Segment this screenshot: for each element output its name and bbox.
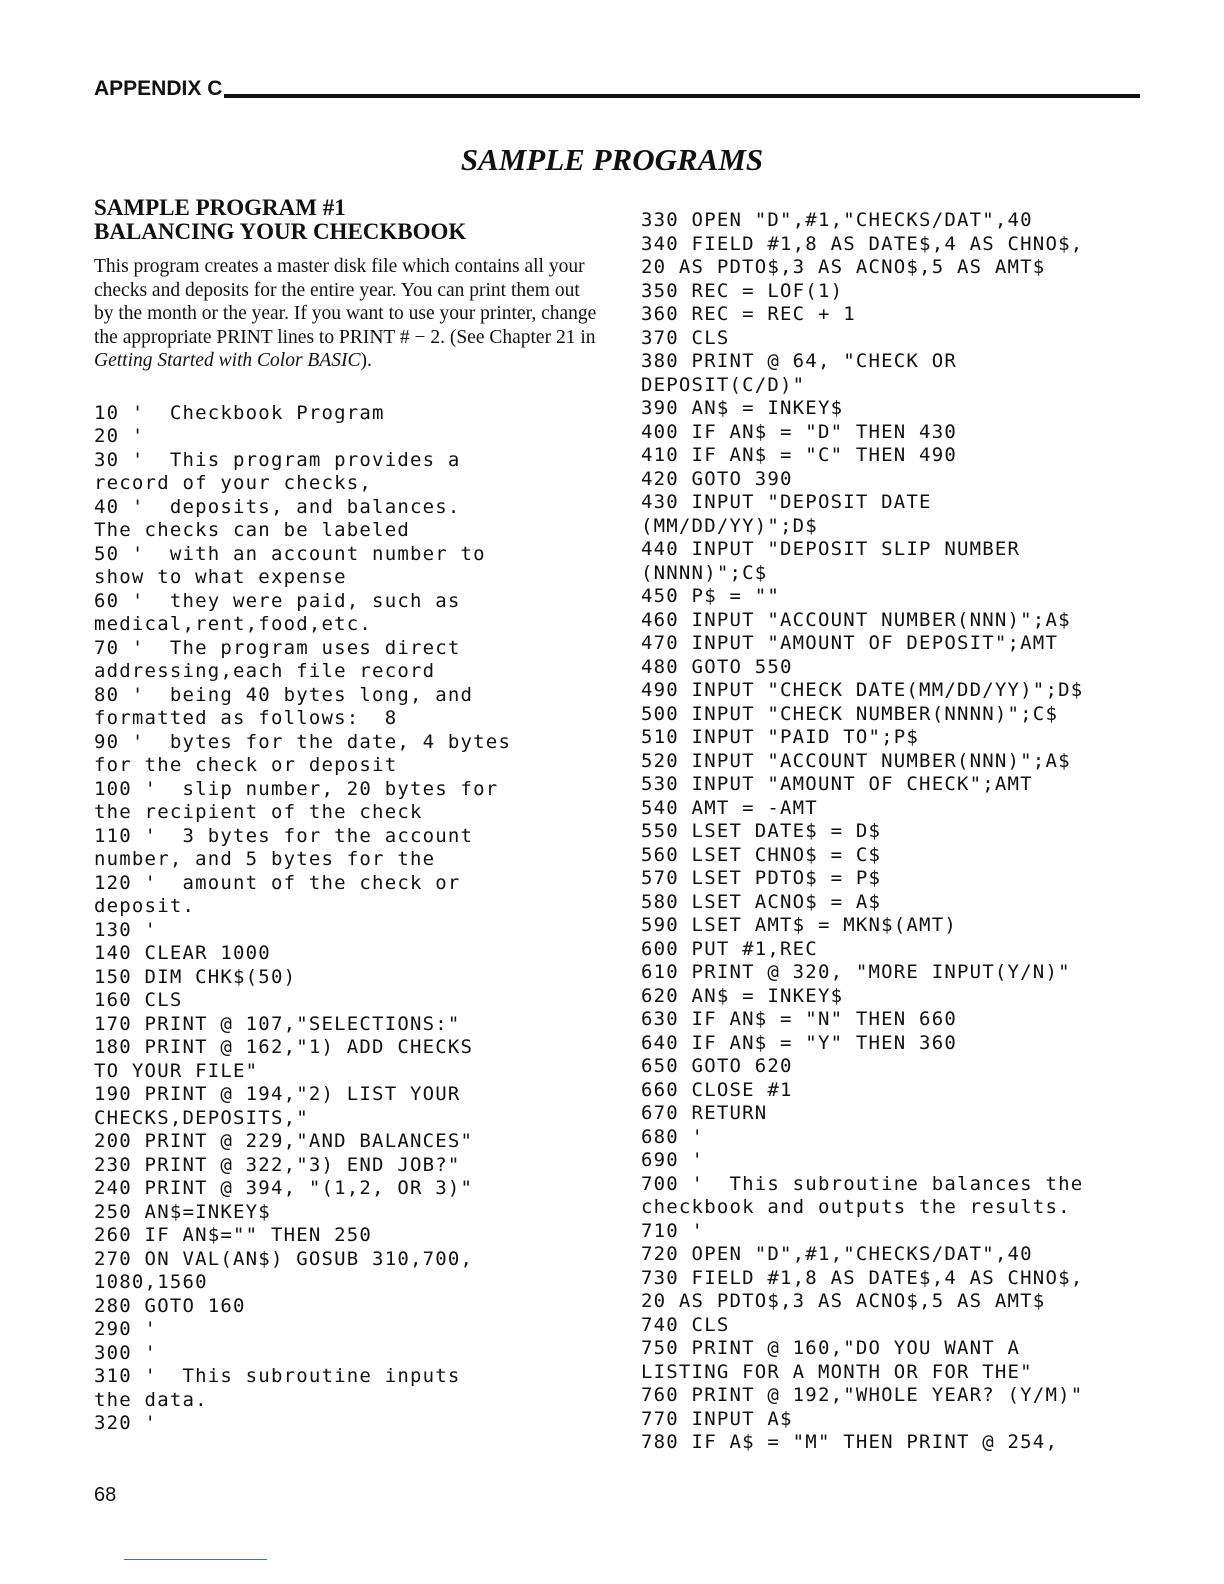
code-line: 290 ': [94, 1318, 158, 1340]
code-line: 580 LSET ACNO$ = A$: [641, 890, 882, 913]
code-line: checkbook and outputs the results.: [641, 1196, 1071, 1218]
code-line: (NNNN)";C$: [641, 561, 768, 584]
code-line: 100 ' slip number, 20 bytes for: [94, 777, 499, 800]
intro-text: This program creates a master disk file which contains all your checks and deposits for the entire year. You can print them out by the month or the year. If you want to use your printer, change the appropriate PRINT lines to PRINT # − 2. (See Chapter 21 in: [94, 256, 597, 348]
code-line: TO YOUR FILE": [94, 1059, 259, 1082]
intro-paragraph: [94, 255, 598, 373]
code-line: 20 ': [94, 425, 145, 447]
code-line: 520 INPUT "ACCOUNT NUMBER(NNN)";A$: [641, 749, 1071, 772]
code-line: 270 ON VAL(AN$) GOSUB 310,700,: [94, 1247, 474, 1270]
code-line: number, and 5 bytes for the: [94, 848, 436, 870]
page-number: 68: [94, 1484, 117, 1506]
code-line: 330 OPEN "D",#1,"CHECKS/DAT",40: [641, 209, 1033, 231]
code-line: 450 P$ = "": [641, 585, 781, 607]
code-line: 120 ' amount of the check or: [94, 871, 461, 894]
code-line: 670 RETURN: [641, 1102, 768, 1124]
code-line: 440 INPUT "DEPOSIT SLIP NUMBER: [641, 538, 1021, 560]
code-line: record of your checks,: [94, 472, 373, 494]
code-line: the data.: [94, 1388, 208, 1411]
code-line: 160 CLS: [94, 989, 183, 1011]
code-line: formatted as follows: 8: [94, 707, 398, 729]
code-line: 500 INPUT "CHECK NUMBER(NNNN)";C$: [641, 702, 1059, 725]
code-line: 610 PRINT @ 320, "MORE INPUT(Y/N)": [641, 961, 1071, 983]
code-line: 770 INPUT A$: [641, 1407, 793, 1430]
code-line: for the check or deposit: [94, 754, 398, 776]
code-line: 10 ' Checkbook Program: [94, 401, 385, 424]
code-line: 570 LSET PDTO$ = P$: [641, 867, 882, 889]
code-line: 720 OPEN "D",#1,"CHECKS/DAT",40: [641, 1243, 1033, 1265]
code-line: 690 ': [641, 1149, 705, 1171]
code-line: 740 CLS: [641, 1313, 730, 1336]
code-line: 20 AS PDTO$,3 AS ACNO$,5 AS AMT$: [641, 1290, 1046, 1312]
code-line: 50 ' with an account number to: [94, 542, 486, 565]
code-line: 340 FIELD #1,8 AS DATE$,4 AS CHNO$,: [641, 232, 1084, 255]
code-line: show to what expense: [94, 566, 347, 588]
code-line: addressing,each file record: [94, 660, 436, 682]
code-line: 20 AS PDTO$,3 AS ACNO$,5 AS AMT$: [641, 256, 1046, 278]
code-line: deposit.: [94, 895, 196, 917]
code-line: 620 AN$ = INKEY$: [641, 984, 844, 1007]
program-listing-right: [641, 209, 1141, 1455]
left-column: [94, 196, 598, 1436]
code-line: 410 IF AN$ = "C" THEN 490: [641, 444, 957, 466]
code-line: 730 FIELD #1,8 AS DATE$,4 AS CHNO$,: [641, 1266, 1084, 1289]
code-line: 430 INPUT "DEPOSIT DATE: [641, 491, 932, 513]
code-line: 190 PRINT @ 194,"2) LIST YOUR: [94, 1083, 461, 1105]
code-line: 150 DIM CHK$(50): [94, 965, 297, 988]
section-heading-line-1: SAMPLE PROGRAM #1: [94, 195, 346, 220]
code-line: 170 PRINT @ 107,"SELECTIONS:": [94, 1012, 461, 1035]
code-line: 650 GOTO 620: [641, 1055, 793, 1077]
code-line: 240 PRINT @ 394, "(1,2, OR 3)": [94, 1177, 474, 1199]
code-line: 760 PRINT @ 192,"WHOLE YEAR? (Y/M)": [641, 1384, 1084, 1406]
code-line: 780 IF A$ = "M" THEN PRINT @ 254,: [641, 1431, 1059, 1453]
section-heading: [94, 196, 598, 244]
code-line: 660 CLOSE #1: [641, 1078, 793, 1101]
code-line: 80 ' being 40 bytes long, and: [94, 683, 474, 706]
code-line: 250 AN$=INKEY$: [94, 1200, 271, 1223]
code-line: 470 INPUT "AMOUNT OF DEPOSIT";AMT: [641, 632, 1059, 654]
code-line: 320 ': [94, 1412, 158, 1434]
code-line: 480 GOTO 550: [641, 655, 793, 678]
code-line: the recipient of the check: [94, 801, 423, 823]
section-heading-line-2: BALANCING YOUR CHECKBOOK: [94, 219, 467, 244]
intro-text-end: ).: [360, 350, 372, 371]
code-line: 700 ' This subroutine balances the: [641, 1172, 1084, 1195]
code-line: 400 IF AN$ = "D" THEN 430: [641, 420, 957, 443]
code-line: 680 ': [641, 1125, 705, 1148]
code-line: (MM/DD/YY)";D$: [641, 514, 818, 537]
code-line: 490 INPUT "CHECK DATE(MM/DD/YY)";D$: [641, 679, 1084, 701]
right-column: [641, 209, 1141, 1455]
code-line: 710 ': [641, 1219, 705, 1242]
page-header: [94, 76, 1140, 100]
code-line: 350 REC = LOF(1): [641, 279, 844, 302]
code-line: 90 ' bytes for the date, 4 bytes: [94, 730, 512, 753]
code-line: 370 CLS: [641, 326, 730, 349]
code-line: 640 IF AN$ = "Y" THEN 360: [641, 1031, 957, 1054]
code-line: 560 LSET CHNO$ = C$: [641, 843, 882, 866]
code-line: 360 REC = REC + 1: [641, 303, 856, 325]
code-line: 260 IF AN$="" THEN 250: [94, 1224, 373, 1246]
code-line: 540 AMT = -AMT: [641, 796, 818, 819]
code-line: 420 GOTO 390: [641, 467, 793, 490]
code-line: 600 PUT #1,REC: [641, 937, 818, 960]
code-line: 390 AN$ = INKEY$: [641, 397, 844, 419]
code-line: DEPOSIT(C/D)": [641, 373, 806, 396]
code-line: 590 LSET AMT$ = MKN$(AMT): [641, 914, 957, 936]
code-line: 30 ' This program provides a: [94, 448, 461, 471]
header-rule: [224, 94, 1140, 98]
code-line: LISTING FOR A MONTH OR FOR THE": [641, 1360, 1033, 1383]
code-line: 130 ': [94, 918, 158, 941]
code-line: 1080,1560: [94, 1271, 208, 1293]
code-line: medical,rent,food,etc.: [94, 613, 373, 635]
code-line: 40 ' deposits, and balances.: [94, 495, 461, 518]
code-line: 70 ' The program uses direct: [94, 636, 461, 659]
code-line: 60 ' they were paid, such as: [94, 589, 461, 612]
code-line: 230 PRINT @ 322,"3) END JOB?": [94, 1153, 461, 1176]
intro-book-title: Getting Started with Color BASIC: [94, 350, 361, 371]
program-listing-left: [94, 402, 598, 1436]
code-line: 380 PRINT @ 64, "CHECK OR: [641, 350, 957, 372]
footer-link-underline: [124, 1559, 267, 1560]
code-line: 750 PRINT @ 160,"DO YOU WANT A: [641, 1337, 1021, 1359]
code-line: 630 IF AN$ = "N" THEN 660: [641, 1008, 957, 1030]
code-line: 530 INPUT "AMOUNT OF CHECK";AMT: [641, 773, 1033, 795]
code-line: 510 INPUT "PAID TO";P$: [641, 726, 920, 748]
appendix-label: APPENDIX C: [94, 77, 223, 100]
code-line: 180 PRINT @ 162,"1) ADD CHECKS: [94, 1036, 474, 1058]
code-line: 280 GOTO 160: [94, 1294, 246, 1317]
code-line: 550 LSET DATE$ = D$: [641, 820, 882, 842]
code-line: 460 INPUT "ACCOUNT NUMBER(NNN)";A$: [641, 608, 1071, 631]
code-line: 310 ' This subroutine inputs: [94, 1365, 461, 1387]
code-line: The checks can be labeled: [94, 519, 410, 541]
code-line: 140 CLEAR 1000: [94, 942, 271, 964]
code-line: CHECKS,DEPOSITS,": [94, 1106, 309, 1129]
code-line: 300 ': [94, 1341, 158, 1364]
code-line: 110 ' 3 bytes for the account: [94, 824, 474, 847]
page-title: SAMPLE PROGRAMS: [460, 142, 764, 177]
code-line: 200 PRINT @ 229,"AND BALANCES": [94, 1130, 474, 1152]
